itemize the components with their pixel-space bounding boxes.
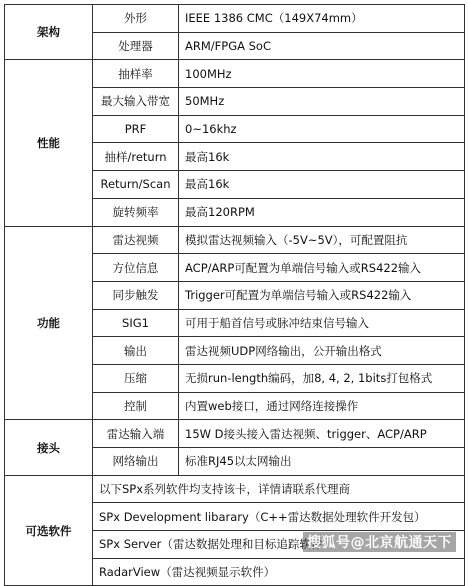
param-name: 抽样/return [93, 143, 179, 171]
section-label: 架构 [5, 5, 93, 60]
param-value: 雷达视频UDP网络输出，公开输出格式 [179, 337, 465, 365]
table-row [5, 60, 465, 88]
software-line: 以下SPx系列软件均支持该卡，详情请联系代理商 [93, 475, 465, 503]
table-row [5, 475, 465, 503]
param-value: 15W D接头接入雷达视频、trigger、ACP/ARP [179, 420, 465, 448]
spec-table [4, 4, 465, 586]
param-value: IEEE 1386 CMC（149X74mm） [179, 5, 465, 33]
param-value: Trigger可配置为单端信号输入或RS422输入 [179, 281, 465, 309]
table-row [5, 226, 465, 254]
software-line: RadarView（雷达视频显示软件） [93, 558, 465, 586]
param-value: ARM/FPGA SoC [179, 32, 465, 60]
param-value: 标准RJ45以太网输出 [179, 448, 465, 476]
param-name: 最大输入带宽 [93, 88, 179, 116]
section-label: 可选软件 [5, 475, 93, 586]
param-name: 外形 [93, 5, 179, 33]
spec-table-body [5, 5, 465, 586]
param-value: 0~16khz [179, 115, 465, 143]
section-label: 功能 [5, 226, 93, 420]
param-name: 输出 [93, 337, 179, 365]
param-value: 最高16k [179, 143, 465, 171]
param-name: 网络输出 [93, 448, 179, 476]
param-name: 旋转频率 [93, 198, 179, 226]
software-line: SPx Development libarary（C++雷达数据处理软件开发包） [93, 503, 465, 531]
param-name: 抽样率 [93, 60, 179, 88]
param-name: Return/Scan [93, 171, 179, 199]
param-value: 100MHz [179, 60, 465, 88]
param-name: 压缩 [93, 364, 179, 392]
param-name: SIG1 [93, 309, 179, 337]
param-value: 可用于船首信号或脉冲结束信号输入 [179, 309, 465, 337]
param-name: 雷达视频 [93, 226, 179, 254]
section-label: 接头 [5, 420, 93, 475]
software-line: SPx Server（雷达数据处理和目标追踪软件） [93, 531, 465, 559]
param-name: 雷达输入端 [93, 420, 179, 448]
param-value: 最高16k [179, 171, 465, 199]
section-label: 性能 [5, 60, 93, 226]
param-value: ACP/ARP可配置为单端信号输入或RS422输入 [179, 254, 465, 282]
watermark: 搜狐号@北京航通天下 [303, 532, 456, 552]
param-value: 50MHz [179, 88, 465, 116]
param-value: 内置web接口，通过网络连接操作 [179, 392, 465, 420]
param-name: 方位信息 [93, 254, 179, 282]
param-name: PRF [93, 115, 179, 143]
table-row [5, 420, 465, 448]
param-value: 无损run-length编码，加8, 4, 2, 1bits打包格式 [179, 364, 465, 392]
param-value: 最高120RPM [179, 198, 465, 226]
param-value: 模拟雷达视频输入（-5V~5V），可配置阻抗 [179, 226, 465, 254]
param-name: 同步触发 [93, 281, 179, 309]
param-name: 处理器 [93, 32, 179, 60]
param-name: 控制 [93, 392, 179, 420]
table-row [5, 5, 465, 33]
